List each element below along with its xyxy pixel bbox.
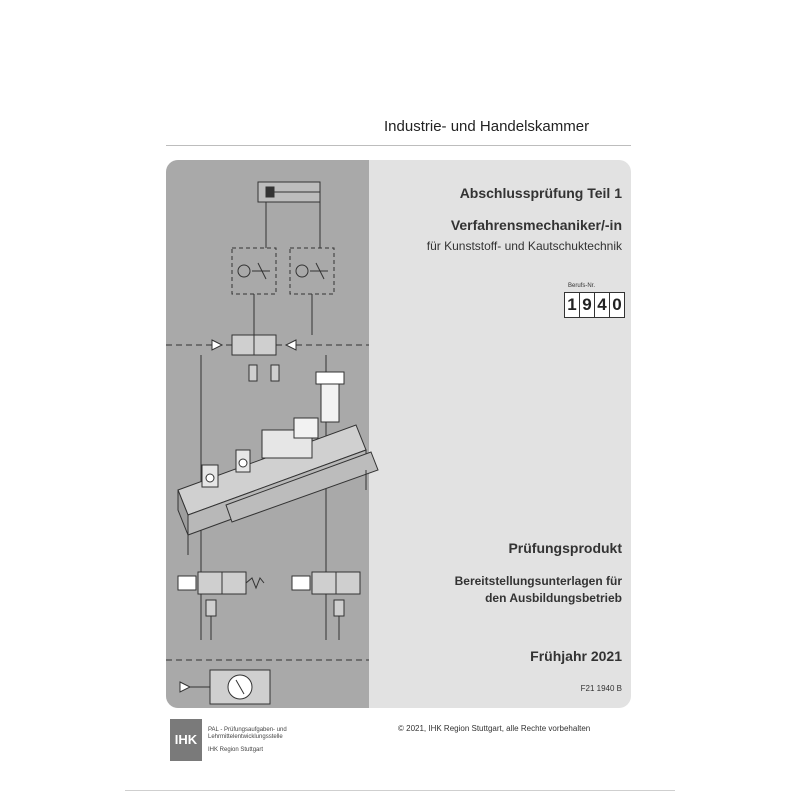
bottom-rule xyxy=(125,790,675,791)
beruf-nr-label: Berufs-Nr. xyxy=(568,283,596,289)
logo-line1: PAL - Prüfungsaufgaben- und xyxy=(208,727,287,733)
product-description xyxy=(455,573,622,607)
copyright: © 2021, IHK Region Stuttgart, alle Rechte vorbehalten xyxy=(398,724,591,733)
beruf-digit: 4 xyxy=(595,293,610,317)
logo-line2: Lehrmittelentwicklungsstelle xyxy=(208,734,283,740)
exam-part: Abschlussprüfung Teil 1 xyxy=(459,185,622,201)
document-code: F21 1940 B xyxy=(580,684,622,693)
beruf-digit: 9 xyxy=(580,293,595,317)
ihk-logo xyxy=(170,719,350,761)
profession: Verfahrensmechaniker/-in xyxy=(450,217,622,233)
cover-card xyxy=(166,160,631,708)
product-description-line2: den Ausbildungsbetrieb xyxy=(485,591,622,605)
exam-season: Frühjahr 2021 xyxy=(530,648,622,664)
specialization: für Kunststoff- und Kautschuktechnik xyxy=(426,239,622,253)
product-description-line1: Bereitstellungsunterlagen für xyxy=(454,574,622,588)
beruf-nr-digits xyxy=(564,292,625,318)
header-organization: Industrie- und Handelskammer xyxy=(384,118,590,135)
product-heading: Prüfungsprodukt xyxy=(508,540,622,556)
beruf-nr-box xyxy=(564,284,626,322)
machine-assembly-drawing xyxy=(178,372,378,555)
ihk-logo-box: IHK xyxy=(170,719,202,761)
beruf-digit: 1 xyxy=(565,293,580,317)
directional-valve-icon xyxy=(232,335,254,355)
valve-right-icon xyxy=(312,572,336,594)
header-rule xyxy=(166,145,631,146)
beruf-digit: 0 xyxy=(612,295,622,314)
valve-left-icon xyxy=(198,572,222,594)
logo-line3: IHK Region Stuttgart xyxy=(208,747,264,753)
